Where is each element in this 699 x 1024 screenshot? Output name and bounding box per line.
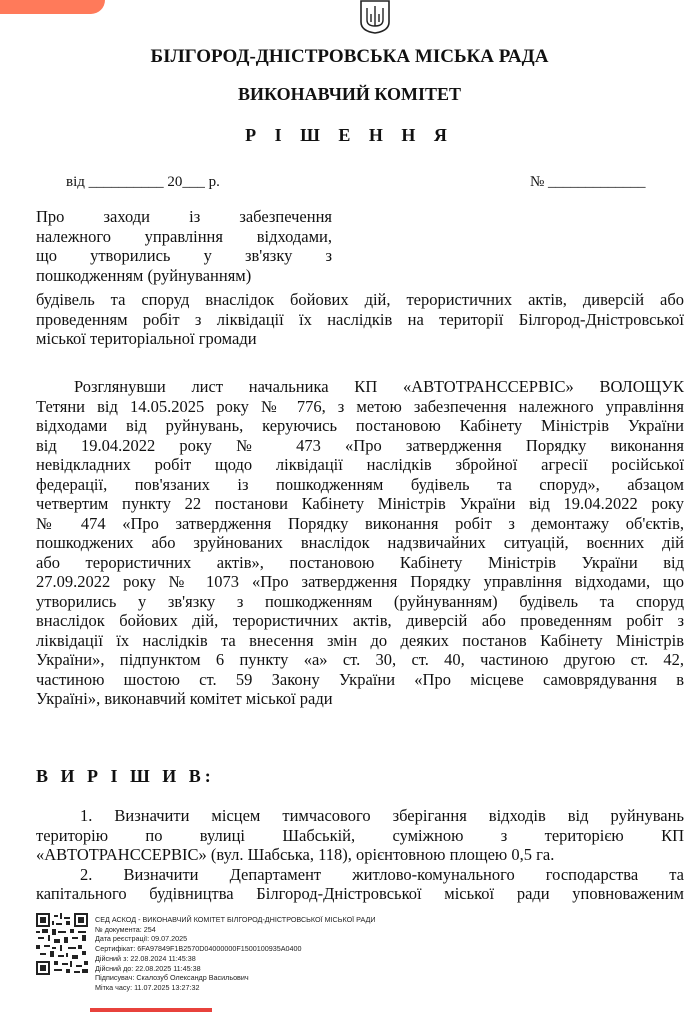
stamp-line: СЕД АСКОД - ВИКОНАВЧИЙ КОМІТЕТ БІЛГОРОД-ДНІСТРОВСЬКОЇ МІСЬКОЇ РАДИ (95, 915, 376, 924)
stamp-line: № документа: 254 (95, 924, 156, 934)
title-line: міської територіальної громади (36, 329, 257, 348)
title-line: що утворились у зв'язку з (36, 246, 332, 265)
title-line: пошкодженням (руйнуванням) (36, 265, 252, 285)
decision-items (36, 806, 684, 904)
committee-name: ВИКОНАВЧИЙ КОМІТЕТ (237, 84, 462, 104)
body-line: відходами від руйнувань, керуючись постановою Кабінету Міністрів України (36, 416, 684, 435)
stamp-line: Мітка часу: 11.07.2025 13:27:32 (95, 982, 200, 992)
qr-code-icon (36, 913, 88, 975)
corner-mark (0, 0, 105, 14)
stamp-line: Дата реєстрації: 09.07.2025 (95, 934, 188, 944)
body-line: Тетяни від 14.05.2025 року № 776, з метою забезпечення належного управління (36, 396, 684, 416)
item-line: територію по вулиці Шабській, суміжною з територією КП (36, 825, 684, 845)
item-line: капітального будівництва Білгород-Дністровської міської ради уповноваженим (36, 884, 684, 903)
timestamp-underline (90, 1008, 212, 1012)
decided-heading: В И Р І Ш И В: (36, 766, 215, 786)
body-line: від 19.04.2022 року № 473 «Про затвердження Порядку виконання (36, 435, 684, 455)
stamp-line: Сертифікат: 6FA97849F1B2570D04000000F1500100935A0400 (95, 944, 302, 954)
body-line: внаслідок бойових дій, терористичних актів, диверсій або проведенням робіт з (36, 611, 684, 630)
stamp-details (95, 915, 376, 993)
item-line: 2. Визначити Департамент житлово-комунального господарства та (80, 864, 684, 884)
body-line: ліквідації їх наслідків та внесення змін до деяких постанов Кабінету Міністрів (36, 630, 684, 650)
body-line: невідкладних робіт щодо ліквідації наслідків збройної агресії російської (36, 455, 684, 474)
body-line: 27.09.2022 року № 1073 «Про затвердження Порядку управління відходами, що (36, 572, 684, 591)
body-line: утворились у зв'язку з пошкодженням (руйнуванням) будівель та споруд (36, 591, 684, 611)
stamp-line: Дійсний до: 22.08.2025 11:45:38 (95, 963, 201, 973)
body-line: федерації, пов'язаних із пошкодженням будівель та споруд», абзацом (36, 474, 684, 494)
stamp-line: Підписувач: Скалозуб Олександр Васильович (95, 973, 249, 983)
document-type: Р І Ш Е Н Н Я (245, 125, 454, 145)
preamble-paragraph (36, 377, 684, 709)
body-line: Україні», виконавчий комітет міської ради (36, 689, 333, 708)
body-line: пошкоджених або зруйнованих внаслідок надзвичайних ситуацій, воєнних дій (36, 533, 684, 552)
title-line: Про заходи із забезпечення (36, 207, 332, 226)
item-line: «АВТОТРАНССЕРВІС» (вул. Шабська, 118), орієнтовною площею 0,5 га. (36, 845, 555, 864)
decision-title-continuation (36, 290, 684, 349)
title-line: належного управління відходами, (36, 226, 332, 246)
body-line: частиною шостою ст. 59 Закону України «Про місцеве самоврядування в (36, 669, 684, 689)
decision-title (36, 207, 332, 285)
item-line: 1. Визначити місцем тимчасового зберігання відходів від руйнувань (80, 806, 684, 825)
stamp-line: Дійсний з: 22.08.2024 11:45:38 (95, 953, 196, 963)
body-line: України», підпунктом 6 пункту «а» ст. 30, ст. 40, частиною другою ст. 42, (36, 650, 684, 669)
body-line: № 474 «Про затвердження Порядку виконання робіт з демонтажу об'єктів, (36, 513, 684, 533)
title-line: будівель та споруд внаслідок бойових дій, терористичних актів, диверсій або (36, 290, 684, 309)
trident-emblem-icon (353, 0, 397, 34)
body-line: четвертим пункту 22 постанови Кабінету Міністрів України від 19.04.2022 року (36, 494, 684, 513)
body-line: Розглянувши лист начальника КП «АВТОТРАНССЕРВІС» ВОЛОЩУК (74, 377, 684, 396)
date-line: від __________ 20___ р. (66, 174, 220, 190)
number-line: № _____________ (530, 174, 646, 190)
body-line: або терористичних актів», постановою Кабінету Міністрів України від (36, 552, 684, 572)
title-line: проведенням робіт з ліквідації їх наслідків на території Білгород-Дністровської (36, 309, 684, 329)
council-name: БІЛГОРОД-ДНІСТРОВСЬКА МІСЬКА РАДА (150, 46, 549, 67)
